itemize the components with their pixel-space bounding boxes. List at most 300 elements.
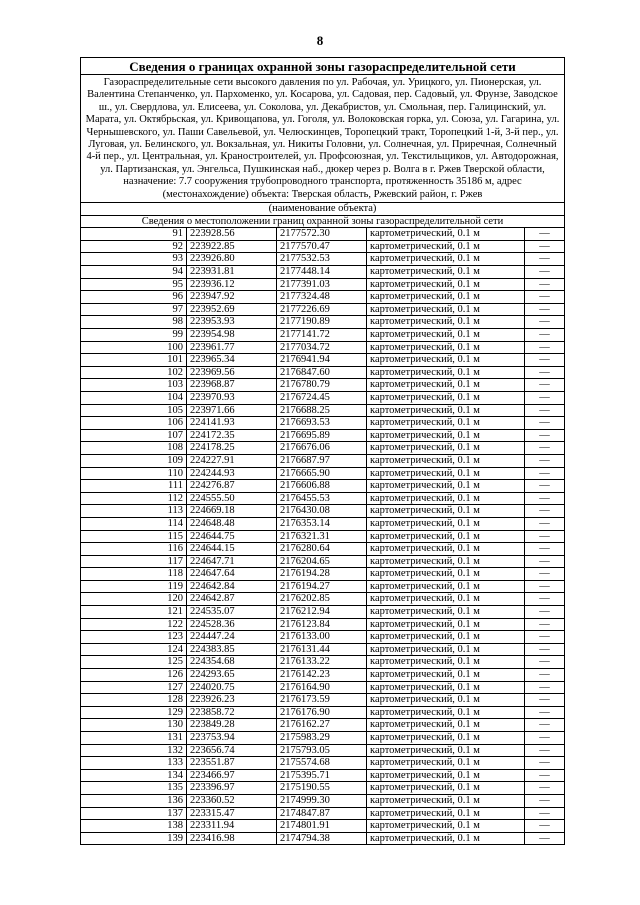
- x-coordinate-cell: 223416.98: [187, 832, 277, 845]
- y-coordinate-cell: 2176176.90: [277, 706, 367, 719]
- x-coordinate-cell: 224447.24: [187, 631, 277, 644]
- extra-info-cell: —: [525, 643, 565, 656]
- x-coordinate-cell: 223315.47: [187, 807, 277, 820]
- y-coordinate-cell: 2176724.45: [277, 391, 367, 404]
- extra-info-cell: —: [525, 329, 565, 342]
- x-coordinate-cell: 224555.50: [187, 492, 277, 505]
- extra-info-cell: —: [525, 505, 565, 518]
- table-row: [81, 240, 565, 253]
- point-number-cell: 123: [81, 631, 187, 644]
- extra-info-cell: —: [525, 681, 565, 694]
- accuracy-method-cell: картометрический, 0.1 м: [367, 303, 525, 316]
- x-coordinate-cell: 223971.66: [187, 404, 277, 417]
- point-number-cell: 103: [81, 379, 187, 392]
- accuracy-method-cell: картометрический, 0.1 м: [367, 782, 525, 795]
- x-coordinate-cell: 224172.35: [187, 429, 277, 442]
- point-number-cell: 91: [81, 228, 187, 241]
- y-coordinate-cell: 2176133.00: [277, 631, 367, 644]
- y-coordinate-cell: 2175574.68: [277, 757, 367, 770]
- y-coordinate-cell: 2177448.14: [277, 266, 367, 279]
- table-row: [81, 807, 565, 820]
- point-number-cell: 109: [81, 454, 187, 467]
- extra-info-cell: —: [525, 366, 565, 379]
- point-number-cell: 92: [81, 240, 187, 253]
- table-row: [81, 341, 565, 354]
- extra-info-cell: —: [525, 253, 565, 266]
- extra-info-cell: —: [525, 794, 565, 807]
- x-coordinate-cell: 223926.23: [187, 694, 277, 707]
- x-coordinate-cell: 223311.94: [187, 820, 277, 833]
- table-row: [81, 631, 565, 644]
- extra-info-cell: —: [525, 442, 565, 455]
- accuracy-method-cell: картометрический, 0.1 м: [367, 580, 525, 593]
- accuracy-method-cell: картометрический, 0.1 м: [367, 454, 525, 467]
- x-coordinate-cell: 223952.69: [187, 303, 277, 316]
- y-coordinate-cell: 2177034.72: [277, 341, 367, 354]
- y-coordinate-cell: 2176133.22: [277, 656, 367, 669]
- x-coordinate-cell: 223968.87: [187, 379, 277, 392]
- point-number-cell: 138: [81, 820, 187, 833]
- extra-info-cell: —: [525, 631, 565, 644]
- point-number-cell: 131: [81, 732, 187, 745]
- point-number-cell: 108: [81, 442, 187, 455]
- x-coordinate-cell: 223965.34: [187, 354, 277, 367]
- y-coordinate-cell: 2177324.48: [277, 291, 367, 304]
- y-coordinate-cell: 2176430.08: [277, 505, 367, 518]
- extra-info-cell: —: [525, 303, 565, 316]
- accuracy-method-cell: картометрический, 0.1 м: [367, 316, 525, 329]
- extra-info-cell: —: [525, 429, 565, 442]
- y-coordinate-cell: 2176606.88: [277, 480, 367, 493]
- x-coordinate-cell: 224642.84: [187, 580, 277, 593]
- point-number-cell: 105: [81, 404, 187, 417]
- y-coordinate-cell: 2176131.44: [277, 643, 367, 656]
- point-number-cell: 106: [81, 417, 187, 430]
- point-number-cell: 102: [81, 366, 187, 379]
- extra-info-cell: —: [525, 820, 565, 833]
- table-row: [81, 706, 565, 719]
- y-coordinate-cell: 2174999.30: [277, 794, 367, 807]
- y-coordinate-cell: 2177572.30: [277, 228, 367, 241]
- object-description: Газораспределительные сети высокого давления по ул. Рабочая, ул. Урицкого, ул. Пионерская, ул. Валентина Степанченко, ул. Пархоменко, ул. Косарова, ул. Садовая, пер. Садовый, ул. Фрунзе, Заводское ш., ул. Свердлова, ул. Елисеева, ул. Соколова, ул. Декабристов, ул. Смольная, пер. Галицинский, ул. Марата, ул. Октябрьская, ул. Кривощапова, ул. Гоголя, ул. Волоковская горка, ул. Союза, ул. Гагарина, ул. Чернышевского, ул. Паши Савельевой, ул. Челюскинцев, Торопецкий тракт, Торопецкий 1-й, 3-й пер., ул. Луговая, ул. Белинского, ул. Вокзальная, ул. Никиты Головни, ул. Солнечная, ул. Приречная, Солнечный 4-й пер., ул. Центральная, ул. Краностроителей, ул. Профсоюзная, ул. Текстильщиков, ул. Автодорожная, ул. Партизанская, ул. Энгельса, Пушкинская наб., дюкер через р. Волга в г. Ржев Тверской области, назначение: 7.7 сооружения трубопроводного транспорта, протяженность 35186 м, адрес (местонахождение) объекта: Тверская область, Ржевский район, г. Ржев: [81, 75, 565, 203]
- point-number-cell: 114: [81, 517, 187, 530]
- x-coordinate-cell: 224020.75: [187, 681, 277, 694]
- table-row: [81, 694, 565, 707]
- table-row: [81, 291, 565, 304]
- point-number-cell: 110: [81, 467, 187, 480]
- extra-info-cell: —: [525, 228, 565, 241]
- accuracy-method-cell: картометрический, 0.1 м: [367, 568, 525, 581]
- point-number-cell: 97: [81, 303, 187, 316]
- x-coordinate-cell: 224647.71: [187, 555, 277, 568]
- accuracy-method-cell: картометрический, 0.1 м: [367, 228, 525, 241]
- extra-info-cell: —: [525, 593, 565, 606]
- table-row: [81, 618, 565, 631]
- x-coordinate-cell: 223753.94: [187, 732, 277, 745]
- table-row: [81, 228, 565, 241]
- y-coordinate-cell: 2176688.25: [277, 404, 367, 417]
- table-row: [81, 454, 565, 467]
- x-coordinate-cell: 224644.75: [187, 530, 277, 543]
- x-coordinate-cell: 224141.93: [187, 417, 277, 430]
- accuracy-method-cell: картометрический, 0.1 м: [367, 807, 525, 820]
- extra-info-cell: —: [525, 669, 565, 682]
- table-row: [81, 379, 565, 392]
- y-coordinate-cell: 2177391.03: [277, 278, 367, 291]
- x-coordinate-cell: 223954.98: [187, 329, 277, 342]
- point-number-cell: 120: [81, 593, 187, 606]
- point-number-cell: 96: [81, 291, 187, 304]
- extra-info-cell: —: [525, 543, 565, 556]
- y-coordinate-cell: 2176695.89: [277, 429, 367, 442]
- extra-info-cell: —: [525, 404, 565, 417]
- extra-info-cell: —: [525, 316, 565, 329]
- table-row: [81, 782, 565, 795]
- point-number-cell: 93: [81, 253, 187, 266]
- x-coordinate-cell: 223970.93: [187, 391, 277, 404]
- point-number-cell: 112: [81, 492, 187, 505]
- x-coordinate-cell: 223926.80: [187, 253, 277, 266]
- extra-info-cell: —: [525, 379, 565, 392]
- point-number-cell: 129: [81, 706, 187, 719]
- location-header: Сведения о местоположении границ охранной зоны газораспределительной сети: [81, 215, 565, 228]
- x-coordinate-cell: 224647.64: [187, 568, 277, 581]
- table-row: [81, 719, 565, 732]
- point-number-cell: 118: [81, 568, 187, 581]
- accuracy-method-cell: картометрический, 0.1 м: [367, 732, 525, 745]
- point-number-cell: 94: [81, 266, 187, 279]
- extra-info-cell: —: [525, 467, 565, 480]
- accuracy-method-cell: картометрический, 0.1 м: [367, 278, 525, 291]
- accuracy-method-cell: картометрический, 0.1 м: [367, 618, 525, 631]
- accuracy-method-cell: картометрический, 0.1 м: [367, 820, 525, 833]
- y-coordinate-cell: 2174847.87: [277, 807, 367, 820]
- extra-info-cell: —: [525, 719, 565, 732]
- table-row: [81, 543, 565, 556]
- y-coordinate-cell: 2176687.97: [277, 454, 367, 467]
- table-row: [81, 669, 565, 682]
- extra-info-cell: —: [525, 517, 565, 530]
- x-coordinate-cell: 224528.36: [187, 618, 277, 631]
- x-coordinate-cell: 223961.77: [187, 341, 277, 354]
- y-coordinate-cell: 2177570.47: [277, 240, 367, 253]
- accuracy-method-cell: картометрический, 0.1 м: [367, 354, 525, 367]
- title-row: [81, 58, 565, 75]
- extra-info-cell: —: [525, 341, 565, 354]
- accuracy-method-cell: картометрический, 0.1 м: [367, 794, 525, 807]
- point-number-cell: 124: [81, 643, 187, 656]
- extra-info-cell: —: [525, 354, 565, 367]
- table-row: [81, 832, 565, 845]
- y-coordinate-cell: 2176162.27: [277, 719, 367, 732]
- extra-info-cell: —: [525, 606, 565, 619]
- y-coordinate-cell: 2176202.85: [277, 593, 367, 606]
- object-caption: (наименование объекта): [81, 203, 565, 216]
- accuracy-method-cell: картометрический, 0.1 м: [367, 366, 525, 379]
- extra-info-cell: —: [525, 568, 565, 581]
- x-coordinate-cell: 223656.74: [187, 744, 277, 757]
- y-coordinate-cell: 2176280.64: [277, 543, 367, 556]
- accuracy-method-cell: картометрический, 0.1 м: [367, 593, 525, 606]
- accuracy-method-cell: картометрический, 0.1 м: [367, 643, 525, 656]
- table-row: [81, 744, 565, 757]
- point-number-cell: 98: [81, 316, 187, 329]
- table-row: [81, 429, 565, 442]
- x-coordinate-cell: 224227.91: [187, 454, 277, 467]
- accuracy-method-cell: картометрический, 0.1 м: [367, 517, 525, 530]
- x-coordinate-cell: 224669.18: [187, 505, 277, 518]
- accuracy-method-cell: картометрический, 0.1 м: [367, 694, 525, 707]
- x-coordinate-cell: 223969.56: [187, 366, 277, 379]
- accuracy-method-cell: картометрический, 0.1 м: [367, 404, 525, 417]
- x-coordinate-cell: 223396.97: [187, 782, 277, 795]
- x-coordinate-cell: 224644.15: [187, 543, 277, 556]
- table-row: [81, 517, 565, 530]
- accuracy-method-cell: картометрический, 0.1 м: [367, 757, 525, 770]
- table-row: [81, 820, 565, 833]
- point-number-cell: 119: [81, 580, 187, 593]
- table-row: [81, 354, 565, 367]
- table-row: [81, 580, 565, 593]
- accuracy-method-cell: картометрический, 0.1 м: [367, 341, 525, 354]
- table-row: [81, 732, 565, 745]
- y-coordinate-cell: 2176123.84: [277, 618, 367, 631]
- point-number-cell: 139: [81, 832, 187, 845]
- point-number-cell: 127: [81, 681, 187, 694]
- extra-info-cell: —: [525, 278, 565, 291]
- table-row: [81, 467, 565, 480]
- x-coordinate-cell: 224293.65: [187, 669, 277, 682]
- accuracy-method-cell: картометрический, 0.1 м: [367, 505, 525, 518]
- table-row: [81, 266, 565, 279]
- point-number-cell: 121: [81, 606, 187, 619]
- table-row: [81, 530, 565, 543]
- accuracy-method-cell: картометрический, 0.1 м: [367, 291, 525, 304]
- table-row: [81, 656, 565, 669]
- extra-info-cell: —: [525, 492, 565, 505]
- accuracy-method-cell: картометрический, 0.1 м: [367, 669, 525, 682]
- x-coordinate-cell: 224244.93: [187, 467, 277, 480]
- accuracy-method-cell: картометрический, 0.1 м: [367, 706, 525, 719]
- x-coordinate-cell: 223936.12: [187, 278, 277, 291]
- y-coordinate-cell: 2176142.23: [277, 669, 367, 682]
- y-coordinate-cell: 2176665.90: [277, 467, 367, 480]
- table-row: [81, 480, 565, 493]
- accuracy-method-cell: картометрический, 0.1 м: [367, 530, 525, 543]
- extra-info-cell: —: [525, 757, 565, 770]
- y-coordinate-cell: 2176353.14: [277, 517, 367, 530]
- extra-info-cell: —: [525, 744, 565, 757]
- table-row: [81, 366, 565, 379]
- accuracy-method-cell: картометрический, 0.1 м: [367, 543, 525, 556]
- point-number-cell: 116: [81, 543, 187, 556]
- accuracy-method-cell: картометрический, 0.1 м: [367, 555, 525, 568]
- point-number-cell: 111: [81, 480, 187, 493]
- x-coordinate-cell: 224178.25: [187, 442, 277, 455]
- point-number-cell: 137: [81, 807, 187, 820]
- accuracy-method-cell: картометрический, 0.1 м: [367, 769, 525, 782]
- x-coordinate-cell: 223922.85: [187, 240, 277, 253]
- y-coordinate-cell: 2176321.31: [277, 530, 367, 543]
- extra-info-cell: —: [525, 266, 565, 279]
- point-number-cell: 132: [81, 744, 187, 757]
- accuracy-method-cell: картометрический, 0.1 м: [367, 429, 525, 442]
- accuracy-method-cell: картометрический, 0.1 м: [367, 240, 525, 253]
- accuracy-method-cell: картометрический, 0.1 м: [367, 656, 525, 669]
- x-coordinate-cell: 223849.28: [187, 719, 277, 732]
- y-coordinate-cell: 2176194.27: [277, 580, 367, 593]
- caption-row: [81, 203, 565, 216]
- accuracy-method-cell: картометрический, 0.1 м: [367, 744, 525, 757]
- x-coordinate-cell: 223928.56: [187, 228, 277, 241]
- extra-info-cell: —: [525, 694, 565, 707]
- table-row: [81, 568, 565, 581]
- extra-info-cell: —: [525, 656, 565, 669]
- table-row: [81, 253, 565, 266]
- point-number-cell: 104: [81, 391, 187, 404]
- extra-info-cell: —: [525, 291, 565, 304]
- y-coordinate-cell: 2176847.60: [277, 366, 367, 379]
- point-number-cell: 101: [81, 354, 187, 367]
- point-number-cell: 134: [81, 769, 187, 782]
- y-coordinate-cell: 2175793.05: [277, 744, 367, 757]
- point-number-cell: 136: [81, 794, 187, 807]
- point-number-cell: 113: [81, 505, 187, 518]
- accuracy-method-cell: картометрический, 0.1 м: [367, 631, 525, 644]
- table-row: [81, 606, 565, 619]
- accuracy-method-cell: картометрический, 0.1 м: [367, 606, 525, 619]
- extra-info-cell: —: [525, 782, 565, 795]
- x-coordinate-cell: 224354.68: [187, 656, 277, 669]
- point-number-cell: 122: [81, 618, 187, 631]
- table-row: [81, 391, 565, 404]
- point-number-cell: 100: [81, 341, 187, 354]
- x-coordinate-cell: 223858.72: [187, 706, 277, 719]
- accuracy-method-cell: картометрический, 0.1 м: [367, 719, 525, 732]
- point-number-cell: 128: [81, 694, 187, 707]
- extra-info-cell: —: [525, 391, 565, 404]
- y-coordinate-cell: 2176455.53: [277, 492, 367, 505]
- location-header-row: [81, 215, 565, 228]
- page-number: 8: [316, 33, 324, 48]
- extra-info-cell: —: [525, 417, 565, 430]
- table-row: [81, 329, 565, 342]
- y-coordinate-cell: 2177190.89: [277, 316, 367, 329]
- x-coordinate-cell: 223360.52: [187, 794, 277, 807]
- point-number-cell: 126: [81, 669, 187, 682]
- table-row: [81, 769, 565, 782]
- boundary-table: [80, 57, 565, 845]
- table-row: [81, 681, 565, 694]
- x-coordinate-cell: 223466.97: [187, 769, 277, 782]
- y-coordinate-cell: 2175190.55: [277, 782, 367, 795]
- y-coordinate-cell: 2175983.29: [277, 732, 367, 745]
- extra-info-cell: —: [525, 732, 565, 745]
- y-coordinate-cell: 2176941.94: [277, 354, 367, 367]
- y-coordinate-cell: 2176204.65: [277, 555, 367, 568]
- accuracy-method-cell: картометрический, 0.1 м: [367, 253, 525, 266]
- table-row: [81, 505, 565, 518]
- x-coordinate-cell: 224535.07: [187, 606, 277, 619]
- table-row: [81, 643, 565, 656]
- x-coordinate-cell: 223551.87: [187, 757, 277, 770]
- x-coordinate-cell: 223931.81: [187, 266, 277, 279]
- accuracy-method-cell: картометрический, 0.1 м: [367, 480, 525, 493]
- extra-info-cell: —: [525, 480, 565, 493]
- table-row: [81, 555, 565, 568]
- y-coordinate-cell: 2176676.06: [277, 442, 367, 455]
- extra-info-cell: —: [525, 555, 565, 568]
- y-coordinate-cell: 2174801.91: [277, 820, 367, 833]
- x-coordinate-cell: 223953.93: [187, 316, 277, 329]
- extra-info-cell: —: [525, 454, 565, 467]
- accuracy-method-cell: картометрический, 0.1 м: [367, 681, 525, 694]
- accuracy-method-cell: картометрический, 0.1 м: [367, 391, 525, 404]
- x-coordinate-cell: 224276.87: [187, 480, 277, 493]
- table-row: [81, 316, 565, 329]
- extra-info-cell: —: [525, 530, 565, 543]
- extra-info-cell: —: [525, 706, 565, 719]
- accuracy-method-cell: картометрический, 0.1 м: [367, 832, 525, 845]
- table-row: [81, 593, 565, 606]
- table-row: [81, 404, 565, 417]
- y-coordinate-cell: 2176164.90: [277, 681, 367, 694]
- y-coordinate-cell: 2176780.79: [277, 379, 367, 392]
- point-number-cell: 117: [81, 555, 187, 568]
- table-row: [81, 303, 565, 316]
- extra-info-cell: —: [525, 769, 565, 782]
- extra-info-cell: —: [525, 618, 565, 631]
- y-coordinate-cell: 2176173.59: [277, 694, 367, 707]
- extra-info-cell: —: [525, 240, 565, 253]
- y-coordinate-cell: 2176693.53: [277, 417, 367, 430]
- y-coordinate-cell: 2177141.72: [277, 329, 367, 342]
- table-row: [81, 417, 565, 430]
- point-number-cell: 107: [81, 429, 187, 442]
- x-coordinate-cell: 224648.48: [187, 517, 277, 530]
- point-number-cell: 115: [81, 530, 187, 543]
- point-number-cell: 130: [81, 719, 187, 732]
- y-coordinate-cell: 2177226.69: [277, 303, 367, 316]
- accuracy-method-cell: картометрический, 0.1 м: [367, 467, 525, 480]
- table-row: [81, 794, 565, 807]
- accuracy-method-cell: картометрический, 0.1 м: [367, 266, 525, 279]
- table-row: [81, 442, 565, 455]
- accuracy-method-cell: картометрический, 0.1 м: [367, 417, 525, 430]
- accuracy-method-cell: картометрический, 0.1 м: [367, 442, 525, 455]
- accuracy-method-cell: картометрический, 0.1 м: [367, 492, 525, 505]
- x-coordinate-cell: 224383.85: [187, 643, 277, 656]
- table-title: Сведения о границах охранной зоны газораспределительной сети: [81, 58, 565, 75]
- y-coordinate-cell: 2176194.28: [277, 568, 367, 581]
- point-number-cell: 125: [81, 656, 187, 669]
- table-row: [81, 492, 565, 505]
- point-number-cell: 95: [81, 278, 187, 291]
- accuracy-method-cell: картометрический, 0.1 м: [367, 379, 525, 392]
- y-coordinate-cell: 2176212.94: [277, 606, 367, 619]
- table-row: [81, 278, 565, 291]
- extra-info-cell: —: [525, 580, 565, 593]
- point-number-cell: 133: [81, 757, 187, 770]
- y-coordinate-cell: 2174794.38: [277, 832, 367, 845]
- point-number-cell: 99: [81, 329, 187, 342]
- extra-info-cell: —: [525, 807, 565, 820]
- accuracy-method-cell: картометрический, 0.1 м: [367, 329, 525, 342]
- y-coordinate-cell: 2175395.71: [277, 769, 367, 782]
- extra-info-cell: —: [525, 832, 565, 845]
- x-coordinate-cell: 224642.87: [187, 593, 277, 606]
- point-number-cell: 135: [81, 782, 187, 795]
